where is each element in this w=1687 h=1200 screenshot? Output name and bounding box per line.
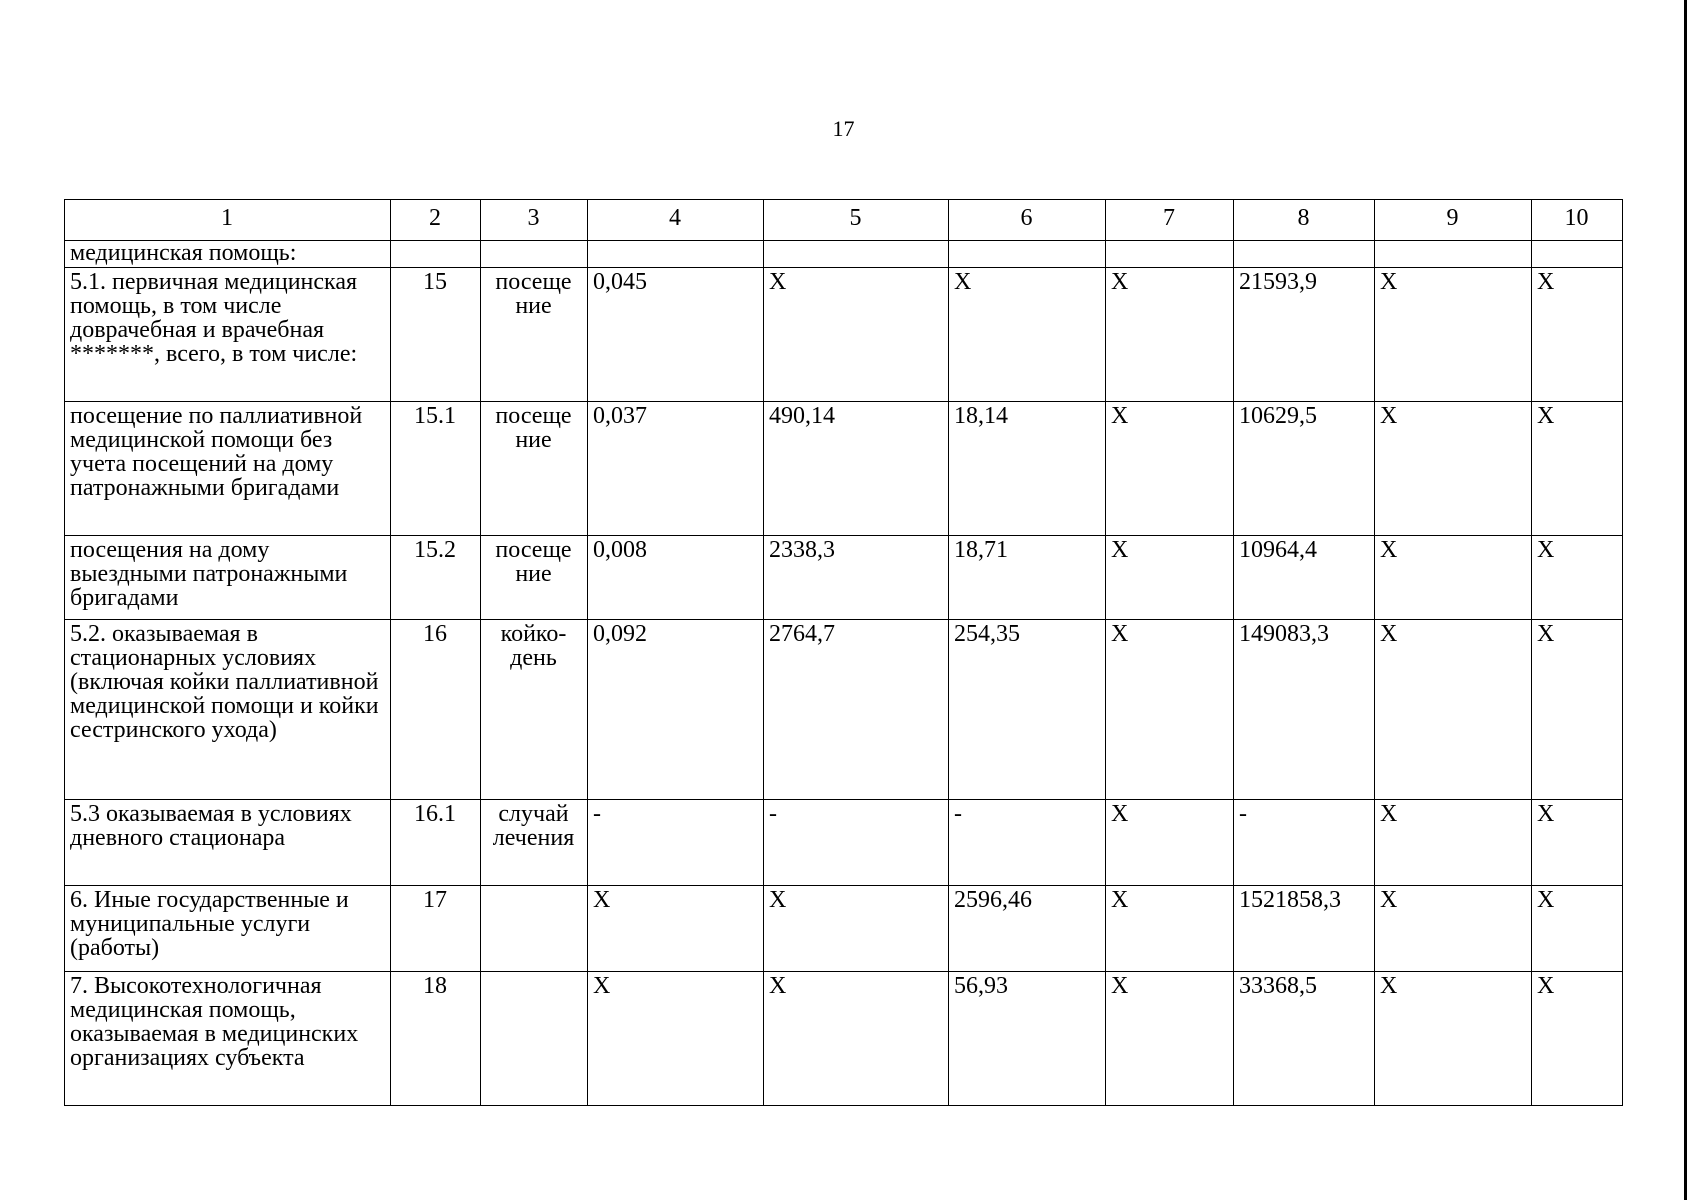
cell-col-9: X bbox=[1375, 536, 1532, 620]
cell-col-3: посеще ние bbox=[481, 268, 588, 402]
header-cell: 1 bbox=[65, 200, 391, 241]
cell-col-10: X bbox=[1532, 402, 1623, 536]
cell-col-6: 18,14 bbox=[949, 402, 1106, 536]
header-cell: 5 bbox=[764, 200, 949, 241]
cell-col-7: X bbox=[1106, 886, 1234, 972]
cell-col-8: 10629,5 bbox=[1234, 402, 1375, 536]
table-row bbox=[65, 972, 1623, 1106]
data-table bbox=[64, 199, 1623, 1106]
cell-col-6: 2596,46 bbox=[949, 886, 1106, 972]
header-cell: 4 bbox=[588, 200, 764, 241]
cell-col-4: 0,092 bbox=[588, 620, 764, 800]
cell-col-3: койко-день bbox=[481, 620, 588, 800]
cell-col-9: X bbox=[1375, 800, 1532, 886]
cell-col-10: X bbox=[1532, 972, 1623, 1106]
cell-col-8: 21593,9 bbox=[1234, 268, 1375, 402]
cell-col-2: 16 bbox=[391, 620, 481, 800]
cell-col-1: 5.1. первичная медицинская помощь, в том числе доврачебная и врачебная *******, всего, в том числе: bbox=[65, 268, 391, 402]
cell-col-4: 0,008 bbox=[588, 536, 764, 620]
cell-col-2: 15.1 bbox=[391, 402, 481, 536]
table-header-row bbox=[65, 200, 1623, 241]
cell-col-6: 56,93 bbox=[949, 972, 1106, 1106]
cell-col-2: 18 bbox=[391, 972, 481, 1106]
header-cell: 2 bbox=[391, 200, 481, 241]
header-cell: 9 bbox=[1375, 200, 1532, 241]
cell-col-8: 149083,3 bbox=[1234, 620, 1375, 800]
cell-col-1: 5.3 оказываемая в условиях дневного стационара bbox=[65, 800, 391, 886]
cell-col-1: 5.2. оказываемая в стационарных условиях (включая койки паллиативной медицинской помощи и койки сестринского ухода) bbox=[65, 620, 391, 800]
cell-col-5: 2764,7 bbox=[764, 620, 949, 800]
cell-col-5: X bbox=[764, 268, 949, 402]
cell-col-2: 16.1 bbox=[391, 800, 481, 886]
table-row bbox=[65, 800, 1623, 886]
cell-col-7: X bbox=[1106, 402, 1234, 536]
continuation-row bbox=[65, 241, 1623, 268]
cell-col-5: X bbox=[764, 886, 949, 972]
header-cell: 8 bbox=[1234, 200, 1375, 241]
cell-col-7: X bbox=[1106, 268, 1234, 402]
header-cell: 6 bbox=[949, 200, 1106, 241]
cell-col-1: посещения на дому выездными патронажными бригадами bbox=[65, 536, 391, 620]
cell-col-5: X bbox=[764, 972, 949, 1106]
cell-col-10: X bbox=[1532, 620, 1623, 800]
cell-col-7: X bbox=[1106, 800, 1234, 886]
table-row bbox=[65, 402, 1623, 536]
cell-col-6: - bbox=[949, 800, 1106, 886]
cell-col-8: - bbox=[1234, 800, 1375, 886]
cell-col-5: 2338,3 bbox=[764, 536, 949, 620]
cell-col-3 bbox=[481, 972, 588, 1106]
cell-col-9: X bbox=[1375, 620, 1532, 800]
cell-col-3: посеще ние bbox=[481, 402, 588, 536]
cell-col-7: X bbox=[1106, 972, 1234, 1106]
cell-col-6: 18,71 bbox=[949, 536, 1106, 620]
continuation-text: медицинская помощь: bbox=[65, 241, 391, 268]
cell-col-1: 7. Высокотехнологичная медицинская помощь, оказываемая в медицинских организациях субъекта bbox=[65, 972, 391, 1106]
cell-col-4: X bbox=[588, 886, 764, 972]
cell-col-10: X bbox=[1532, 268, 1623, 402]
cell-col-3 bbox=[481, 886, 588, 972]
cell-col-6: 254,35 bbox=[949, 620, 1106, 800]
cell-col-9: X bbox=[1375, 402, 1532, 536]
header-cell: 7 bbox=[1106, 200, 1234, 241]
cell-col-1: посещение по паллиативной медицинской помощи без учета посещений на дому патронажными бригадами bbox=[65, 402, 391, 536]
cell-col-9: X bbox=[1375, 886, 1532, 972]
cell-col-2: 15.2 bbox=[391, 536, 481, 620]
cell-col-10: X bbox=[1532, 536, 1623, 620]
cell-col-5: - bbox=[764, 800, 949, 886]
cell-col-4: X bbox=[588, 972, 764, 1106]
cell-col-7: X bbox=[1106, 536, 1234, 620]
table-row bbox=[65, 536, 1623, 620]
cell-col-9: X bbox=[1375, 972, 1532, 1106]
cell-col-3: случай лечения bbox=[481, 800, 588, 886]
cell-col-10: X bbox=[1532, 886, 1623, 972]
cell-col-1: 6. Иные государственные и муниципальные услуги (работы) bbox=[65, 886, 391, 972]
table-body bbox=[65, 268, 1623, 1106]
header-cell: 3 bbox=[481, 200, 588, 241]
table-row bbox=[65, 886, 1623, 972]
cell-col-8: 10964,4 bbox=[1234, 536, 1375, 620]
cell-col-4: 0,037 bbox=[588, 402, 764, 536]
cell-col-4: - bbox=[588, 800, 764, 886]
cell-col-3: посеще ние bbox=[481, 536, 588, 620]
cell-col-4: 0,045 bbox=[588, 268, 764, 402]
cell-col-8: 1521858,3 bbox=[1234, 886, 1375, 972]
table-row bbox=[65, 620, 1623, 800]
page-number: 17 bbox=[832, 116, 855, 141]
header-cell: 10 bbox=[1532, 200, 1623, 241]
cell-col-2: 15 bbox=[391, 268, 481, 402]
cell-col-7: X bbox=[1106, 620, 1234, 800]
table-row bbox=[65, 268, 1623, 402]
cell-col-2: 17 bbox=[391, 886, 481, 972]
cell-col-5: 490,14 bbox=[764, 402, 949, 536]
cell-col-8: 33368,5 bbox=[1234, 972, 1375, 1106]
cell-col-9: X bbox=[1375, 268, 1532, 402]
cell-col-10: X bbox=[1532, 800, 1623, 886]
cell-col-6: X bbox=[949, 268, 1106, 402]
